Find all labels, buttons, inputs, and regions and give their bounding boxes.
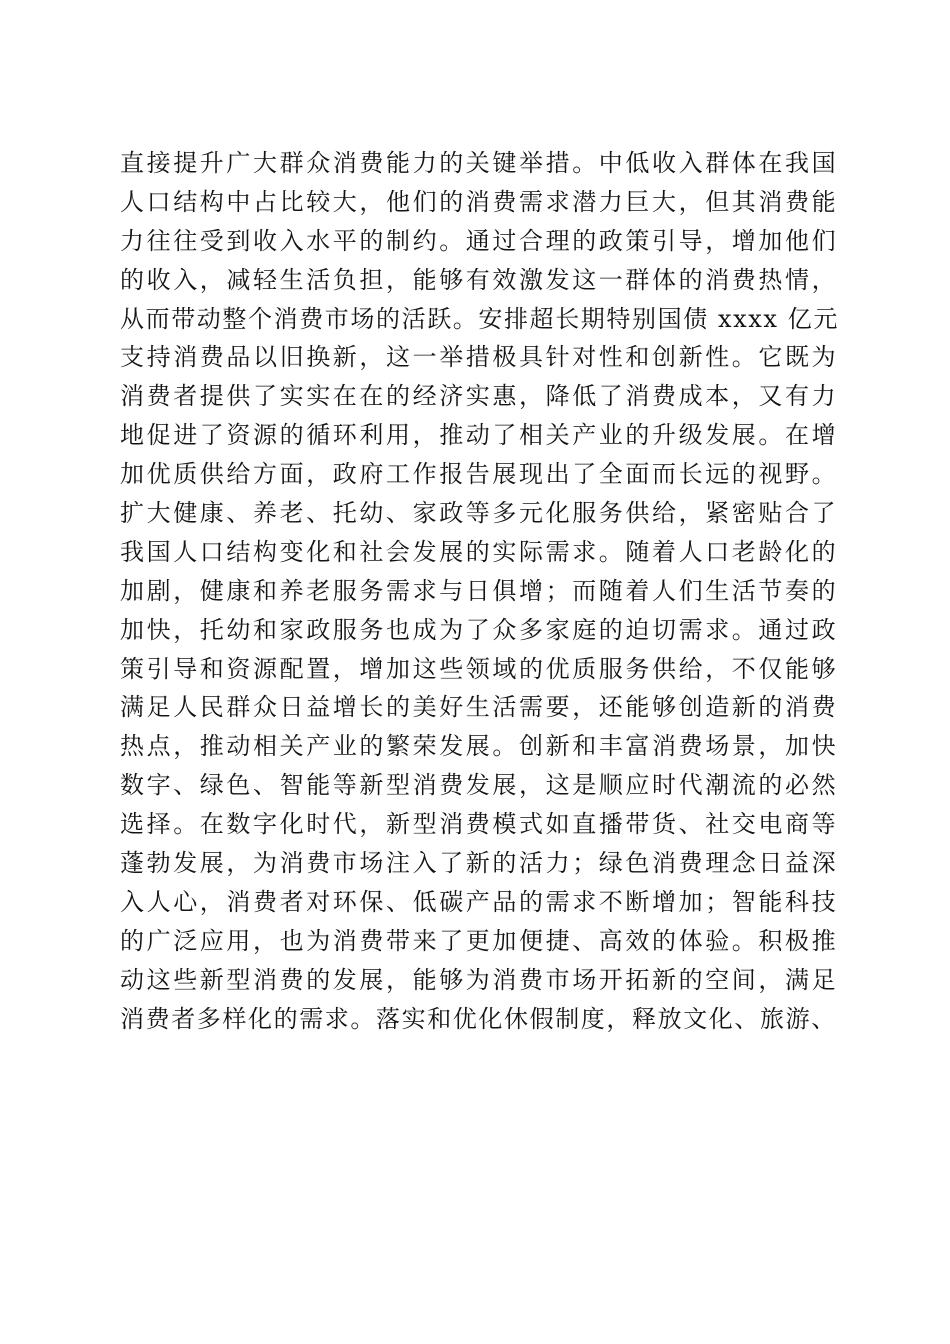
text-line: 支持消费品以旧换新，这一举措极具针对性和创新性。它既为 (120, 343, 839, 372)
text-line: 消费者多样化的需求。落实和优化休假制度，释放文化、旅游、 (120, 1004, 837, 1033)
text-line: 扩大健康、养老、托幼、家政等多元化服务供给，紧密贴合了 (120, 499, 839, 528)
text-line: 的广泛应用，也为消费带来了更加便捷、高效的体验。积极推 (120, 926, 839, 955)
text-line: 蓬勃发展，为消费市场注入了新的活力；绿色消费理念日益深 (120, 849, 839, 878)
text-line: 加快，托幼和家政服务也成为了众多家庭的迫切需求。通过政 (120, 615, 839, 644)
text-line: 加剧，健康和养老服务需求与日俱增；而随着人们生活节奏的 (120, 576, 839, 605)
text-line: 选择。在数字化时代，新型消费模式如直播带货、社交电商等 (120, 810, 839, 839)
text-line: 热点，推动相关产业的繁荣发展。创新和丰富消费场景，加快 (120, 732, 839, 761)
text-line: 加优质供给方面，政府工作报告展现出了全面而长远的视野。 (120, 460, 839, 489)
text-line: 入人心，消费者对环保、低碳产品的需求不断增加；智能科技 (120, 887, 839, 916)
text-line: 动这些新型消费的发展，能够为消费市场开拓新的空间，满足 (120, 965, 839, 994)
text-line: 人口结构中占比较大，他们的消费需求潜力巨大，但其消费能 (120, 187, 839, 216)
text-line: 地促进了资源的循环利用，推动了相关产业的升级发展。在增 (120, 421, 839, 450)
text-line: 满足人民群众日益增长的美好生活需要，还能够创造新的消费 (120, 693, 839, 722)
text-line: 消费者提供了实实在在的经济实惠，降低了消费成本，又有力 (120, 382, 839, 411)
text-line: 力往往受到收入水平的制约。通过合理的政策引导，增加他们 (120, 226, 839, 255)
body-paragraph (120, 144, 840, 1038)
text-line: 直接提升广大群众消费能力的关键举措。中低收入群体在我国 (120, 149, 839, 177)
text-line: 从而带动整个消费市场的活跃。安排超长期特别国债 xxxx 亿元 (120, 304, 839, 333)
text-line: 数字、绿色、智能等新型消费发展，这是顺应时代潮流的必然 (120, 771, 839, 800)
text-line: 的收入，减轻生活负担，能够有效激发这一群体的消费热情， (120, 265, 839, 294)
text-line: 策引导和资源配置，增加这些领域的优质服务供给，不仅能够 (120, 654, 839, 683)
text-line: 我国人口结构变化和社会发展的实际需求。随着人口老龄化的 (120, 537, 839, 566)
